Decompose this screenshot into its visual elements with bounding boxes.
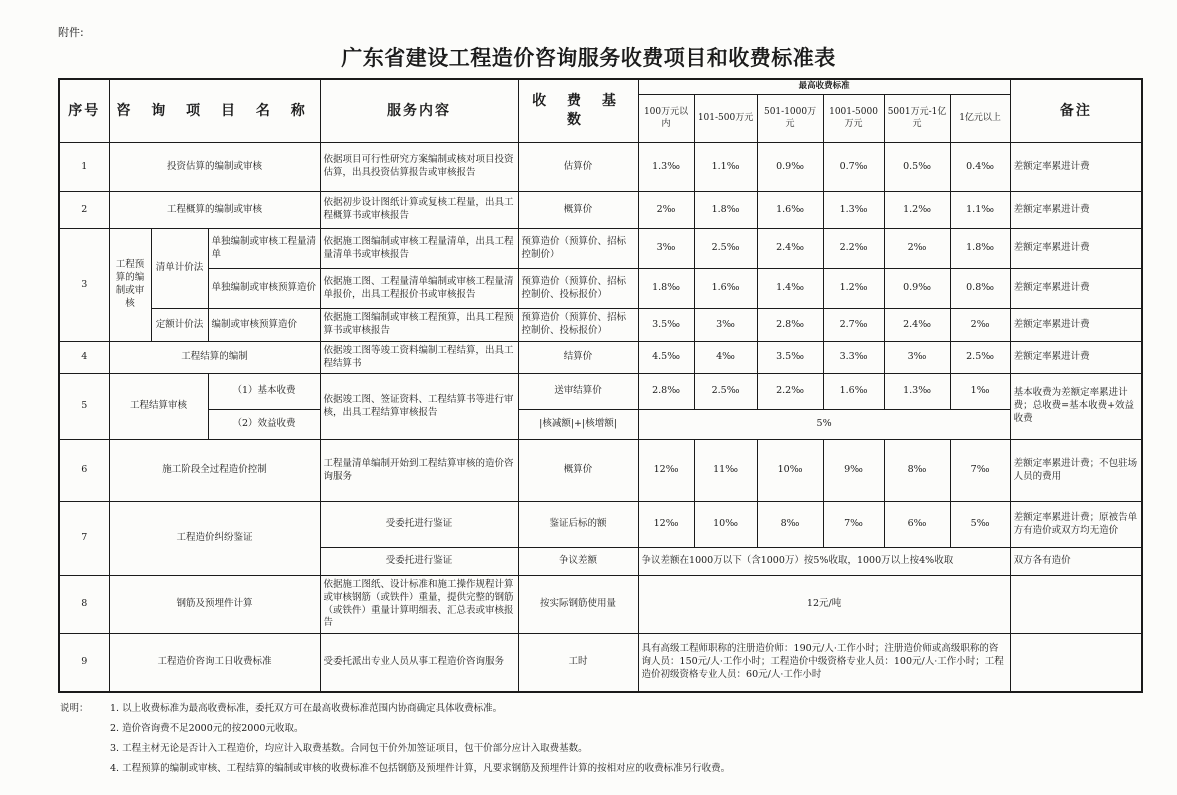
item-name-cell: 工程造价纠纷鉴证 [109, 502, 320, 576]
rate-cell: 0.8‰ [950, 269, 1010, 309]
note-text: 3. 工程主材无论是否计入工程造价，均应计入取费基数。合同包干价外加签证项目，包干价部分应计入取费基数。 [110, 743, 588, 754]
remark-cell: 双方各有造价 [1010, 548, 1142, 576]
base-cell: 按实际钢筋使用量 [518, 576, 638, 634]
rate-cell: 2.7‰ [823, 309, 884, 342]
table-row [59, 192, 1142, 229]
base-cell: 预算造价（预算价、招标控制价、投标报价） [518, 269, 638, 309]
item-name-cell: 工程概算的编制或审核 [109, 192, 320, 229]
band-header: 1001-5000万元 [823, 95, 884, 143]
rate-cell: 2.2‰ [823, 229, 884, 269]
rate-cell: 3‰ [638, 229, 694, 269]
seq-cell: 7 [59, 502, 109, 576]
rate-cell: 2.5‰ [694, 229, 757, 269]
service-cell: 依据施工图编制或审核工程预算，出具工程预算书或审核报告 [320, 309, 518, 342]
service-cell: 依据施工图、工程量清单编制或审核工程量清单报价，出具工程报价书或审核报告 [320, 269, 518, 309]
service-cell: 依据竣工图、签证资料、工程结算书等进行审核，出具工程结算审核报告 [320, 374, 518, 440]
base-cell: 概算价 [518, 192, 638, 229]
method-cell: 定额计价法 [151, 309, 208, 342]
rate-cell: 1.6‰ [823, 374, 884, 410]
remark-cell: 差额定率累进计费 [1010, 229, 1142, 269]
note-item [60, 697, 1140, 717]
rate-cell: 2‰ [950, 309, 1010, 342]
remark-cell: 差额定率累进计费；原被告单方有造价或双方均无造价 [1010, 502, 1142, 548]
seq-cell: 5 [59, 374, 109, 440]
rate-cell: 3‰ [694, 309, 757, 342]
rate-cell: 3.5‰ [638, 309, 694, 342]
rate-cell: 6‰ [884, 502, 950, 548]
fee-standard-table [58, 78, 1143, 693]
rate-cell: 1.3‰ [823, 192, 884, 229]
note-text: 2. 造价咨询费不足2000元的按2000元收取。 [110, 723, 304, 734]
rate-cell: 1.6‰ [694, 269, 757, 309]
attachment-label: 附件: [58, 26, 84, 39]
note-text: 1. 以上收费标准为最高收费标准，委托双方可在最高收费标准范围内协商确定具体收费标准。 [110, 703, 503, 714]
rate-cell: 1.1‰ [950, 192, 1010, 229]
table-row [59, 374, 1142, 410]
rate-cell: 1.3‰ [638, 143, 694, 192]
item-name-cell: 单独编制或审核预算造价 [208, 269, 320, 309]
rate-cell: 10‰ [694, 502, 757, 548]
rate-cell: 1.2‰ [823, 269, 884, 309]
rate-cell: 2.2‰ [757, 374, 823, 410]
band-header: 100万元以内 [638, 95, 694, 143]
seq-cell: 3 [59, 229, 109, 342]
remark-cell: 差额定率累进计费 [1010, 143, 1142, 192]
remark-cell: 差额定率累进计费 [1010, 192, 1142, 229]
table-row [59, 269, 1142, 309]
rate-cell: 1.2‰ [884, 192, 950, 229]
base-cell: 预算造价（预算价、招标控制价、投标报价） [518, 309, 638, 342]
table-row [59, 634, 1142, 692]
service-cell: 依据初步设计图纸计算或复核工程量，出具工程概算书或审核报告 [320, 192, 518, 229]
table-row [59, 143, 1142, 192]
notes [60, 697, 1140, 777]
table-row [59, 342, 1142, 374]
rate-cell: 1.6‰ [757, 192, 823, 229]
rate-cell: 2.4‰ [757, 229, 823, 269]
rate-cell: 4.5‰ [638, 342, 694, 374]
rate-cell: 0.7‰ [823, 143, 884, 192]
rate-cell: 具有高级工程师职称的注册造价师：190元/人·工作小时；注册造价师或高级职称的咨询人员：150元/人·工作小时；工程造价中级资格专业人员：100元/人·工作小时；工程造价初级资格专业人员：60元/人·工作小时 [638, 634, 1010, 692]
rate-cell: 8‰ [757, 502, 823, 548]
rate-cell: 2‰ [884, 229, 950, 269]
rate-cell: 3‰ [884, 342, 950, 374]
rate-cell: 9‰ [823, 440, 884, 502]
seq-cell: 9 [59, 634, 109, 692]
note-item [60, 717, 1140, 737]
rate-cell: 0.5‰ [884, 143, 950, 192]
service-cell: 工程量清单编制开始到工程结算审核的造价咨询服务 [320, 440, 518, 502]
header-max-rate: 最高收费标准 [638, 79, 1010, 95]
rate-cell: 12‰ [638, 502, 694, 548]
rate-cell: 2.4‰ [884, 309, 950, 342]
rate-cell: 0.4‰ [950, 143, 1010, 192]
seq-cell: 2 [59, 192, 109, 229]
rate-cell: 1.8‰ [694, 192, 757, 229]
rate-cell: 争议差额在1000万以下（含1000万）按5%收取，1000万以上按4%收取 [638, 548, 1010, 576]
service-cell: 依据施工图编制或审核工程量清单，出具工程量清单书或审核报告 [320, 229, 518, 269]
rate-cell: 3.3‰ [823, 342, 884, 374]
rate-cell: 4‰ [694, 342, 757, 374]
band-header: 5001万元-1亿元 [884, 95, 950, 143]
base-cell: 概算价 [518, 440, 638, 502]
rate-cell: 1.8‰ [638, 269, 694, 309]
table-row [59, 309, 1142, 342]
rate-cell: 8‰ [884, 440, 950, 502]
rate-cell: 1.3‰ [884, 374, 950, 410]
rate-cell: 2.8‰ [638, 374, 694, 410]
remark-cell: 差额定率累进计费 [1010, 342, 1142, 374]
item-name-cell: 工程结算审核 [109, 374, 208, 440]
item-name-cell: 施工阶段全过程造价控制 [109, 440, 320, 502]
base-cell: 送审结算价 [518, 374, 638, 410]
rate-cell: 7‰ [950, 440, 1010, 502]
rate-cell: 12元/吨 [638, 576, 1010, 634]
seq-cell: 1 [59, 143, 109, 192]
item-name-cell: 钢筋及预埋件计算 [109, 576, 320, 634]
rate-cell: 1.1‰ [694, 143, 757, 192]
group-name-cell: 工程预算的编制或审核 [109, 229, 151, 342]
service-cell: 受委托派出专业人员从事工程造价咨询服务 [320, 634, 518, 692]
base-cell: |核减额|+|核增额| [518, 410, 638, 440]
rate-cell: 2.8‰ [757, 309, 823, 342]
rate-cell: 0.9‰ [884, 269, 950, 309]
base-cell: 预算造价（预算价、招标控制价） [518, 229, 638, 269]
page-title: 广东省建设工程造价咨询服务收费项目和收费标准表 [341, 45, 836, 70]
rate-cell: 10‰ [757, 440, 823, 502]
remark-cell [1010, 576, 1142, 634]
rate-cell: 2.5‰ [694, 374, 757, 410]
remark-cell [1010, 634, 1142, 692]
rate-cell: 12‰ [638, 440, 694, 502]
band-header: 1亿元以上 [950, 95, 1010, 143]
base-cell: 工时 [518, 634, 638, 692]
sub-item-cell: （1）基本收费 [208, 374, 320, 410]
remark-cell: 差额定率累进计费 [1010, 309, 1142, 342]
base-cell: 鉴证后标的额 [518, 502, 638, 548]
note-text: 4. 工程预算的编制或审核、工程结算的编制或审核的收费标准不包括钢筋及预埋件计算，凡要求钢筋及预埋件计算的按相对应的收费标准另行收费。 [110, 763, 731, 774]
notes-label: 说明： [60, 703, 89, 714]
table-row [59, 440, 1142, 502]
band-header: 101-500万元 [694, 95, 757, 143]
table-row [59, 502, 1142, 548]
service-cell: 依据施工图纸、设计标准和施工操作规程计算或审核钢筋（或铁件）重量，提供完整的钢筋（或铁件）重量计算明细表、汇总表或审核报告 [320, 576, 518, 634]
table-row [59, 229, 1142, 269]
note-item [60, 737, 1140, 757]
method-cell: 清单计价法 [151, 229, 208, 309]
base-cell: 结算价 [518, 342, 638, 374]
item-name-cell: 工程结算的编制 [109, 342, 320, 374]
base-cell: 争议差额 [518, 548, 638, 576]
header-service: 服务内容 [320, 79, 518, 143]
service-cell: 受委托进行鉴证 [320, 548, 518, 576]
service-cell: 依据项目可行性研究方案编制或核对项目投资估算，出具投资估算报告或审核报告 [320, 143, 518, 192]
item-name-cell: 工程造价咨询工日收费标准 [109, 634, 320, 692]
table-row [59, 410, 1142, 440]
remark-cell: 基本收费为差额定率累进计费；总收费=基本收费+效益收费 [1010, 374, 1142, 440]
band-header: 501-1000万元 [757, 95, 823, 143]
rate-cell: 3.5‰ [757, 342, 823, 374]
rate-cell: 5‰ [950, 502, 1010, 548]
sub-item-cell: （2）效益收费 [208, 410, 320, 440]
remark-cell: 差额定率累进计费 [1010, 269, 1142, 309]
rate-cell: 11‰ [694, 440, 757, 502]
note-item [60, 757, 1140, 777]
item-name-cell: 单独编制或审核工程量清单 [208, 229, 320, 269]
item-name-cell: 编制或审核预算造价 [208, 309, 320, 342]
rate-cell: 1‰ [950, 374, 1010, 410]
seq-cell: 4 [59, 342, 109, 374]
rate-cell: 2‰ [638, 192, 694, 229]
rate-cell: 1.8‰ [950, 229, 1010, 269]
service-cell: 受委托进行鉴证 [320, 502, 518, 548]
rate-cell: 7‰ [823, 502, 884, 548]
base-cell: 估算价 [518, 143, 638, 192]
rate-cell: 2.5‰ [950, 342, 1010, 374]
rate-cell: 1.4‰ [757, 269, 823, 309]
header-base: 收 费 基 数 [518, 79, 638, 143]
rate-cell: 5% [638, 410, 1010, 440]
remark-cell: 差额定率累进计费；不包驻场人员的费用 [1010, 440, 1142, 502]
header-remark: 备注 [1010, 79, 1142, 143]
seq-cell: 8 [59, 576, 109, 634]
seq-cell: 6 [59, 440, 109, 502]
rate-cell: 0.9‰ [757, 143, 823, 192]
header-seq: 序号 [59, 79, 109, 143]
table-row [59, 576, 1142, 634]
item-name-cell: 投资估算的编制或审核 [109, 143, 320, 192]
header-item-name: 咨 询 项 目 名 称 [109, 79, 320, 143]
service-cell: 依据竣工图等竣工资料编制工程结算，出具工程结算书 [320, 342, 518, 374]
